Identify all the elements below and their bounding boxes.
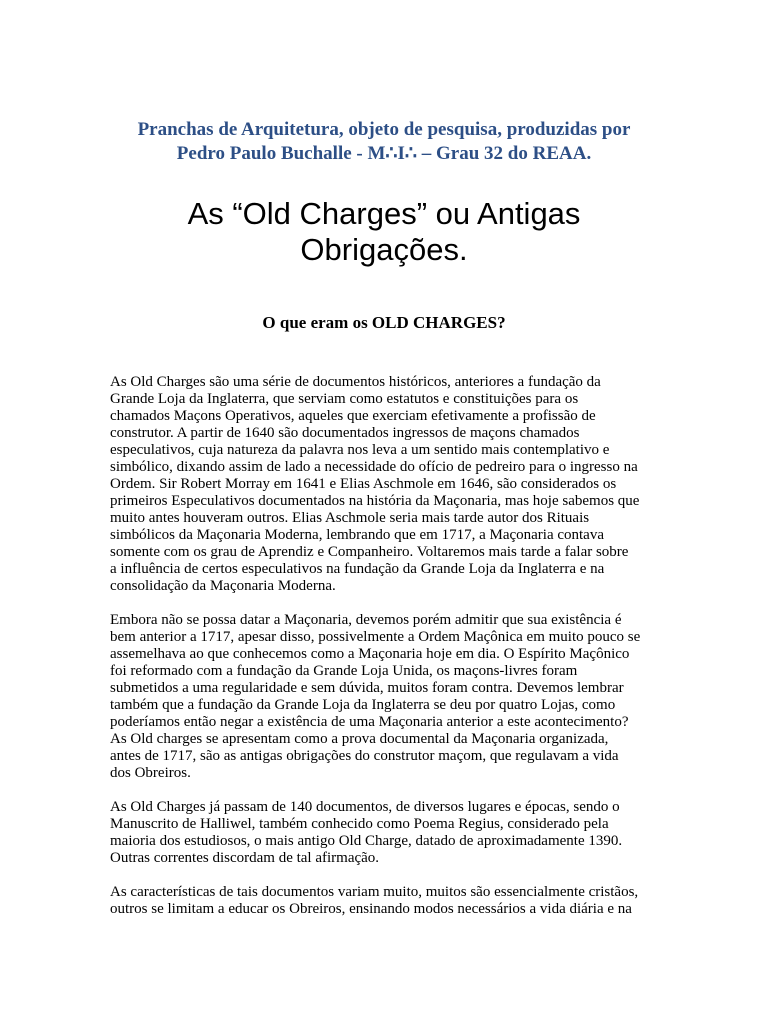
text-line: primeiros Especulativos documentados na história da Maçonaria, mas hoje sabemos que [110,493,640,509]
text-line: especulativos, cuja natureza da palavra nos leva a um sentido mais contemplativo e [110,442,610,458]
header-line-2: Pedro Paulo Buchalle - M∴I∴ – Grau 32 do REAA. [176,143,592,164]
text-line: também que a fundação da Grande Loja da Inglaterra se deu por quatro Lojas, como [110,697,616,713]
text-line: Outras correntes discordam de tal afirmação. [110,850,380,866]
text-line: As características de tais documentos variam muito, muitos são essencialmente cristãos, [110,884,639,900]
title-line-2: Obrigações. [300,232,468,267]
paragraph-2 [110,612,658,782]
text-line: maioria dos estudiosos, o mais antigo Old Charge, datado de aproximadamente 1390. [110,833,623,849]
text-line: Embora não se possa datar a Maçonaria, devemos porém admitir que sua existência é [110,612,622,628]
header-line-1: Pranchas de Arquitetura, objeto de pesquisa, produzidas por [137,119,631,140]
text-line: As Old Charges já passam de 140 documentos, de diversos lugares e épocas, sendo o [110,799,620,815]
text-line: Manuscrito de Halliwel, também conhecido como Poema Regius, considerado pela [110,816,609,832]
text-line: muito antes houveram outros. Elias Aschmole seria mais tarde autor dos Rituais [110,510,590,526]
text-line: a influência de certos especulativos na fundação da Grande Loja da Inglaterra e na [110,561,605,577]
section-heading: O que eram os OLD CHARGES? [262,313,506,332]
text-line: foi reformado com a fundação da Grande Loja Unida, os maçons-livres foram [110,663,578,679]
document-body [110,374,658,918]
text-line: submetidos a uma regularidade e sem dúvida, muitos foram contra. Devemos lembrar [110,680,624,696]
text-line: construtor. A partir de 1640 são documentados ingressos de maçons chamados [110,425,580,441]
document-header [110,0,658,166]
paragraph-1 [110,374,658,595]
title-line-1: As “Old Charges” ou Antigas [187,196,581,231]
text-line: somente com os grau de Aprendiz e Companheiro. Voltaremos mais tarde a falar sobre [110,544,629,560]
text-line: bem anterior a 1717, apesar disso, possivelmente a Ordem Maçônica em muito pouco se [110,629,641,645]
document-title [110,196,658,268]
text-line: assemelhava ao que conhecemos como a Maçonaria hoje em dia. O Espírito Maçônico [110,646,630,662]
text-line: simbólicos da Maçonaria Moderna, lembrando que em 1717, a Maçonaria contava [110,527,604,543]
paragraph-3 [110,799,658,867]
text-line: poderíamos então negar a existência de uma Maçonaria anterior a este acontecimento? [110,714,629,730]
text-line: As Old Charges são uma série de documentos históricos, anteriores a fundação da [110,374,601,390]
text-line: consolidação da Maçonaria Moderna. [110,578,336,594]
text-line: As Old charges se apresentam como a prova documental da Maçonaria organizada, [110,731,609,747]
text-line: antes de 1717, são as antigas obrigações do construtor maçom, que regulavam a vida [110,748,619,764]
text-line: Grande Loja da Inglaterra, que serviam como estatutos e constituições para os [110,391,579,407]
text-line: simbólico, dixando assim de lado a necessidade do ofício de pedreiro para o ingresso na [110,459,638,475]
text-line: Ordem. Sir Robert Morray em 1641 e Elias Aschmole em 1646, são considerados os [110,476,617,492]
paragraph-4 [110,884,658,918]
text-line: outros se limitam a educar os Obreiros, ensinando modos necessários a vida diária e na [110,901,632,917]
text-line: dos Obreiros. [110,765,191,781]
text-line: chamados Maçons Operativos, aqueles que exerciam efetivamente a profissão de [110,408,596,424]
